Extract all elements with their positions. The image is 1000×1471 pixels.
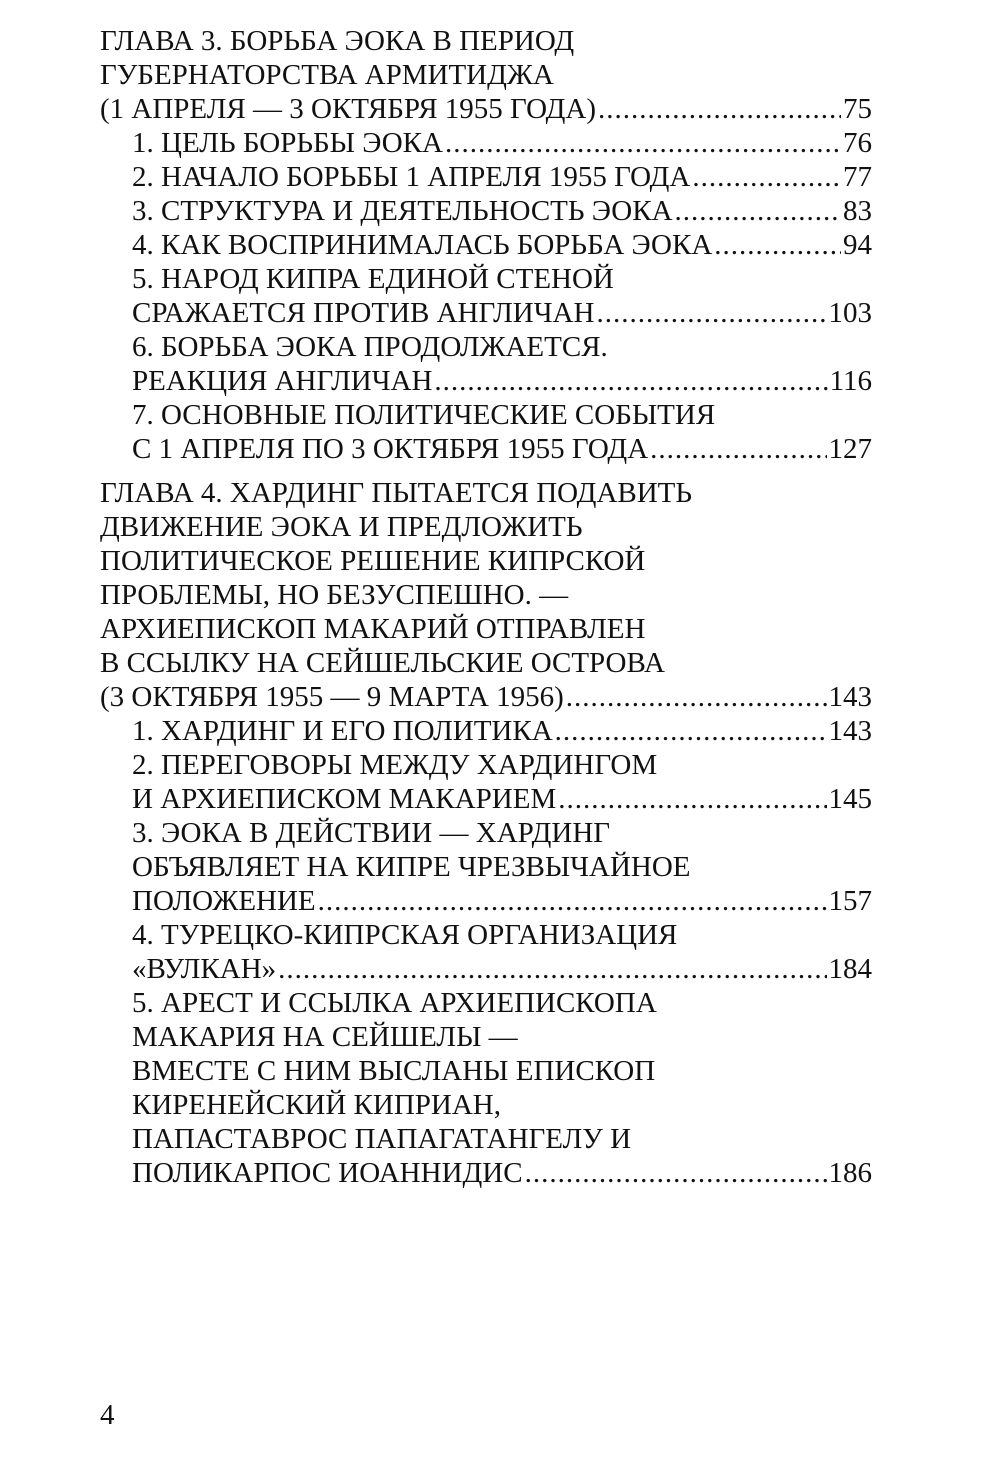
toc-item-final-line	[132, 782, 872, 816]
toc-item-final-line	[132, 1156, 872, 1190]
toc-item-final-line	[132, 194, 872, 228]
toc-item	[132, 398, 872, 466]
page-ref: 94	[843, 229, 872, 261]
toc-item-line: КИРЕНЕЙСКИЙ КИПРИАН,	[132, 1089, 501, 1121]
toc-item-line: 5. АРЕСТ И ССЫЛКА АРХИЕПИСКОПА	[132, 987, 657, 1019]
toc-item	[132, 330, 872, 398]
toc-item	[132, 160, 872, 194]
chapter-title-line: ПРОБЛЕМЫ, НО БЕЗУСПЕШНО. —	[100, 579, 569, 611]
page-ref: 103	[828, 297, 872, 329]
chapter-title-line: АРХИЕПИСКОП МАКАРИЙ ОТПРАВЛЕН	[100, 613, 646, 645]
page-ref: 143	[828, 715, 872, 747]
toc-item	[132, 194, 872, 228]
toc-item-line: 2. ПЕРЕГОВОРЫ МЕЖДУ ХАРДИНГОМ	[132, 749, 658, 781]
entry-text: 4. КАК ВОСПРИНИМАЛАСЬ БОРЬБА ЭОКА	[132, 229, 713, 261]
toc-items	[100, 714, 872, 1190]
dot-leader	[566, 680, 827, 714]
dot-leader	[434, 364, 827, 398]
toc-item	[132, 816, 872, 918]
page-number: 4	[100, 1399, 115, 1431]
chapter-title-final-line	[100, 92, 872, 126]
page-ref: 127	[828, 433, 872, 465]
toc-item-line: ОБЪЯВЛЯЕТ НА КИПРЕ ЧРЕЗВЫЧАЙНОЕ	[132, 851, 691, 883]
toc-item-final-line	[132, 364, 872, 398]
dot-leader	[555, 714, 827, 748]
toc-item-line: ПАПАСТАВРОС ПАПАГАТАНГЕЛУ И	[132, 1123, 632, 1155]
entry-text: СРАЖАЕТСЯ ПРОТИВ АНГЛИЧАН	[132, 297, 595, 329]
entry-text: 2. НАЧАЛО БОРЬБЫ 1 АПРЕЛЯ 1955 ГОДА	[132, 161, 691, 193]
page-ref: 157	[828, 885, 872, 917]
dot-leader	[675, 194, 841, 228]
chapter-title-line: В ССЫЛКУ НА СЕЙШЕЛЬСКИЕ ОСТРОВА	[100, 647, 665, 679]
toc-item-line: ВМЕСТЕ С НИМ ВЫСЛАНЫ ЕПИСКОП	[132, 1055, 656, 1087]
entry-text: 1. ЦЕЛЬ БОРЬБЫ ЭОКА	[132, 127, 443, 159]
toc-item-final-line	[132, 952, 872, 986]
dot-leader	[598, 92, 841, 126]
entry-text: 1. ХАРДИНГ И ЕГО ПОЛИТИКА	[132, 715, 553, 747]
toc-item	[132, 126, 872, 160]
toc-item-final-line	[132, 160, 872, 194]
toc-item-line: 7. ОСНОВНЫЕ ПОЛИТИЧЕСКИЕ СОБЫТИЯ	[132, 399, 716, 431]
toc-item-final-line	[132, 296, 872, 330]
entry-text: И АРХИЕПИСКОМ МАКАРИЕМ	[132, 783, 557, 815]
page-ref: 145	[828, 783, 872, 815]
page-ref: 75	[843, 93, 872, 125]
toc-item	[132, 714, 872, 748]
page-ref: 186	[828, 1157, 872, 1189]
toc-item-final-line	[132, 432, 872, 466]
toc-item-line: 3. ЭОКА В ДЕЙСТВИИ — ХАРДИНГ	[132, 817, 611, 849]
page-ref: 76	[843, 127, 872, 159]
chapter-title-line: ГУБЕРНАТОРСТВА АРМИТИДЖА	[100, 59, 554, 91]
toc-item	[132, 228, 872, 262]
toc-item-line: 5. НАРОД КИПРА ЕДИНОЙ СТЕНОЙ	[132, 263, 614, 295]
page-ref: 143	[828, 681, 872, 713]
toc-item-final-line	[132, 884, 872, 918]
entry-text: С 1 АПРЕЛЯ ПО 3 ОКТЯБРЯ 1955 ГОДА	[132, 433, 649, 465]
dot-leader	[596, 296, 826, 330]
chapter-title-final-line	[100, 680, 872, 714]
entry-text: РЕАКЦИЯ АНГЛИЧАН	[132, 365, 433, 397]
dot-leader	[650, 432, 826, 466]
entry-text: ПОЛИКАРПОС ИОАННИДИС	[132, 1157, 523, 1189]
chapter-title-line: ГЛАВА 3. БОРЬБА ЭОКА В ПЕРИОД	[100, 25, 575, 57]
toc-items	[100, 126, 872, 466]
entry-text: «ВУЛКАН»	[132, 953, 277, 985]
toc-item-line: 4. ТУРЕЦКО-КИПРСКАЯ ОРГАНИЗАЦИЯ	[132, 919, 678, 951]
entry-text: ПОЛОЖЕНИЕ	[132, 885, 316, 917]
toc-chapter-3	[100, 24, 872, 466]
page-ref: 77	[843, 161, 872, 193]
dot-leader	[558, 782, 826, 816]
chapter-title-line: ДВИЖЕНИЕ ЭОКА И ПРЕДЛОЖИТЬ	[100, 511, 583, 543]
dot-leader	[692, 160, 841, 194]
entry-text: (1 АПРЕЛЯ — 3 ОКТЯБРЯ 1955 ГОДА)	[100, 93, 596, 125]
toc-chapter-4	[100, 476, 872, 1190]
toc-item-line: 6. БОРЬБА ЭОКА ПРОДОЛЖАЕТСЯ.	[132, 331, 608, 363]
dot-leader	[525, 1156, 827, 1190]
entry-text: 3. СТРУКТУРА И ДЕЯТЕЛЬНОСТЬ ЭОКА	[132, 195, 673, 227]
page-ref: 83	[843, 195, 872, 227]
dot-leader	[714, 228, 841, 262]
dot-leader	[318, 884, 827, 918]
toc-item	[132, 262, 872, 330]
page-ref: 116	[829, 365, 872, 397]
toc-item	[132, 986, 872, 1190]
toc-item-final-line	[132, 714, 872, 748]
chapter-title-line: ПОЛИТИЧЕСКОЕ РЕШЕНИЕ КИПРСКОЙ	[100, 545, 646, 577]
dot-leader	[445, 126, 841, 160]
page-ref: 184	[828, 953, 872, 985]
chapter-title-line: ГЛАВА 4. ХАРДИНГ ПЫТАЕТСЯ ПОДАВИТЬ	[100, 477, 693, 509]
toc-item-line: МАКАРИЯ НА СЕЙШЕЛЫ —	[132, 1021, 518, 1053]
table-of-contents	[100, 24, 872, 1190]
toc-item-final-line	[132, 228, 872, 262]
toc-item-final-line	[132, 126, 872, 160]
entry-text: (3 ОКТЯБРЯ 1955 — 9 МАРТА 1956)	[100, 681, 564, 713]
dot-leader	[278, 952, 826, 986]
toc-item	[132, 918, 872, 986]
toc-item	[132, 748, 872, 816]
